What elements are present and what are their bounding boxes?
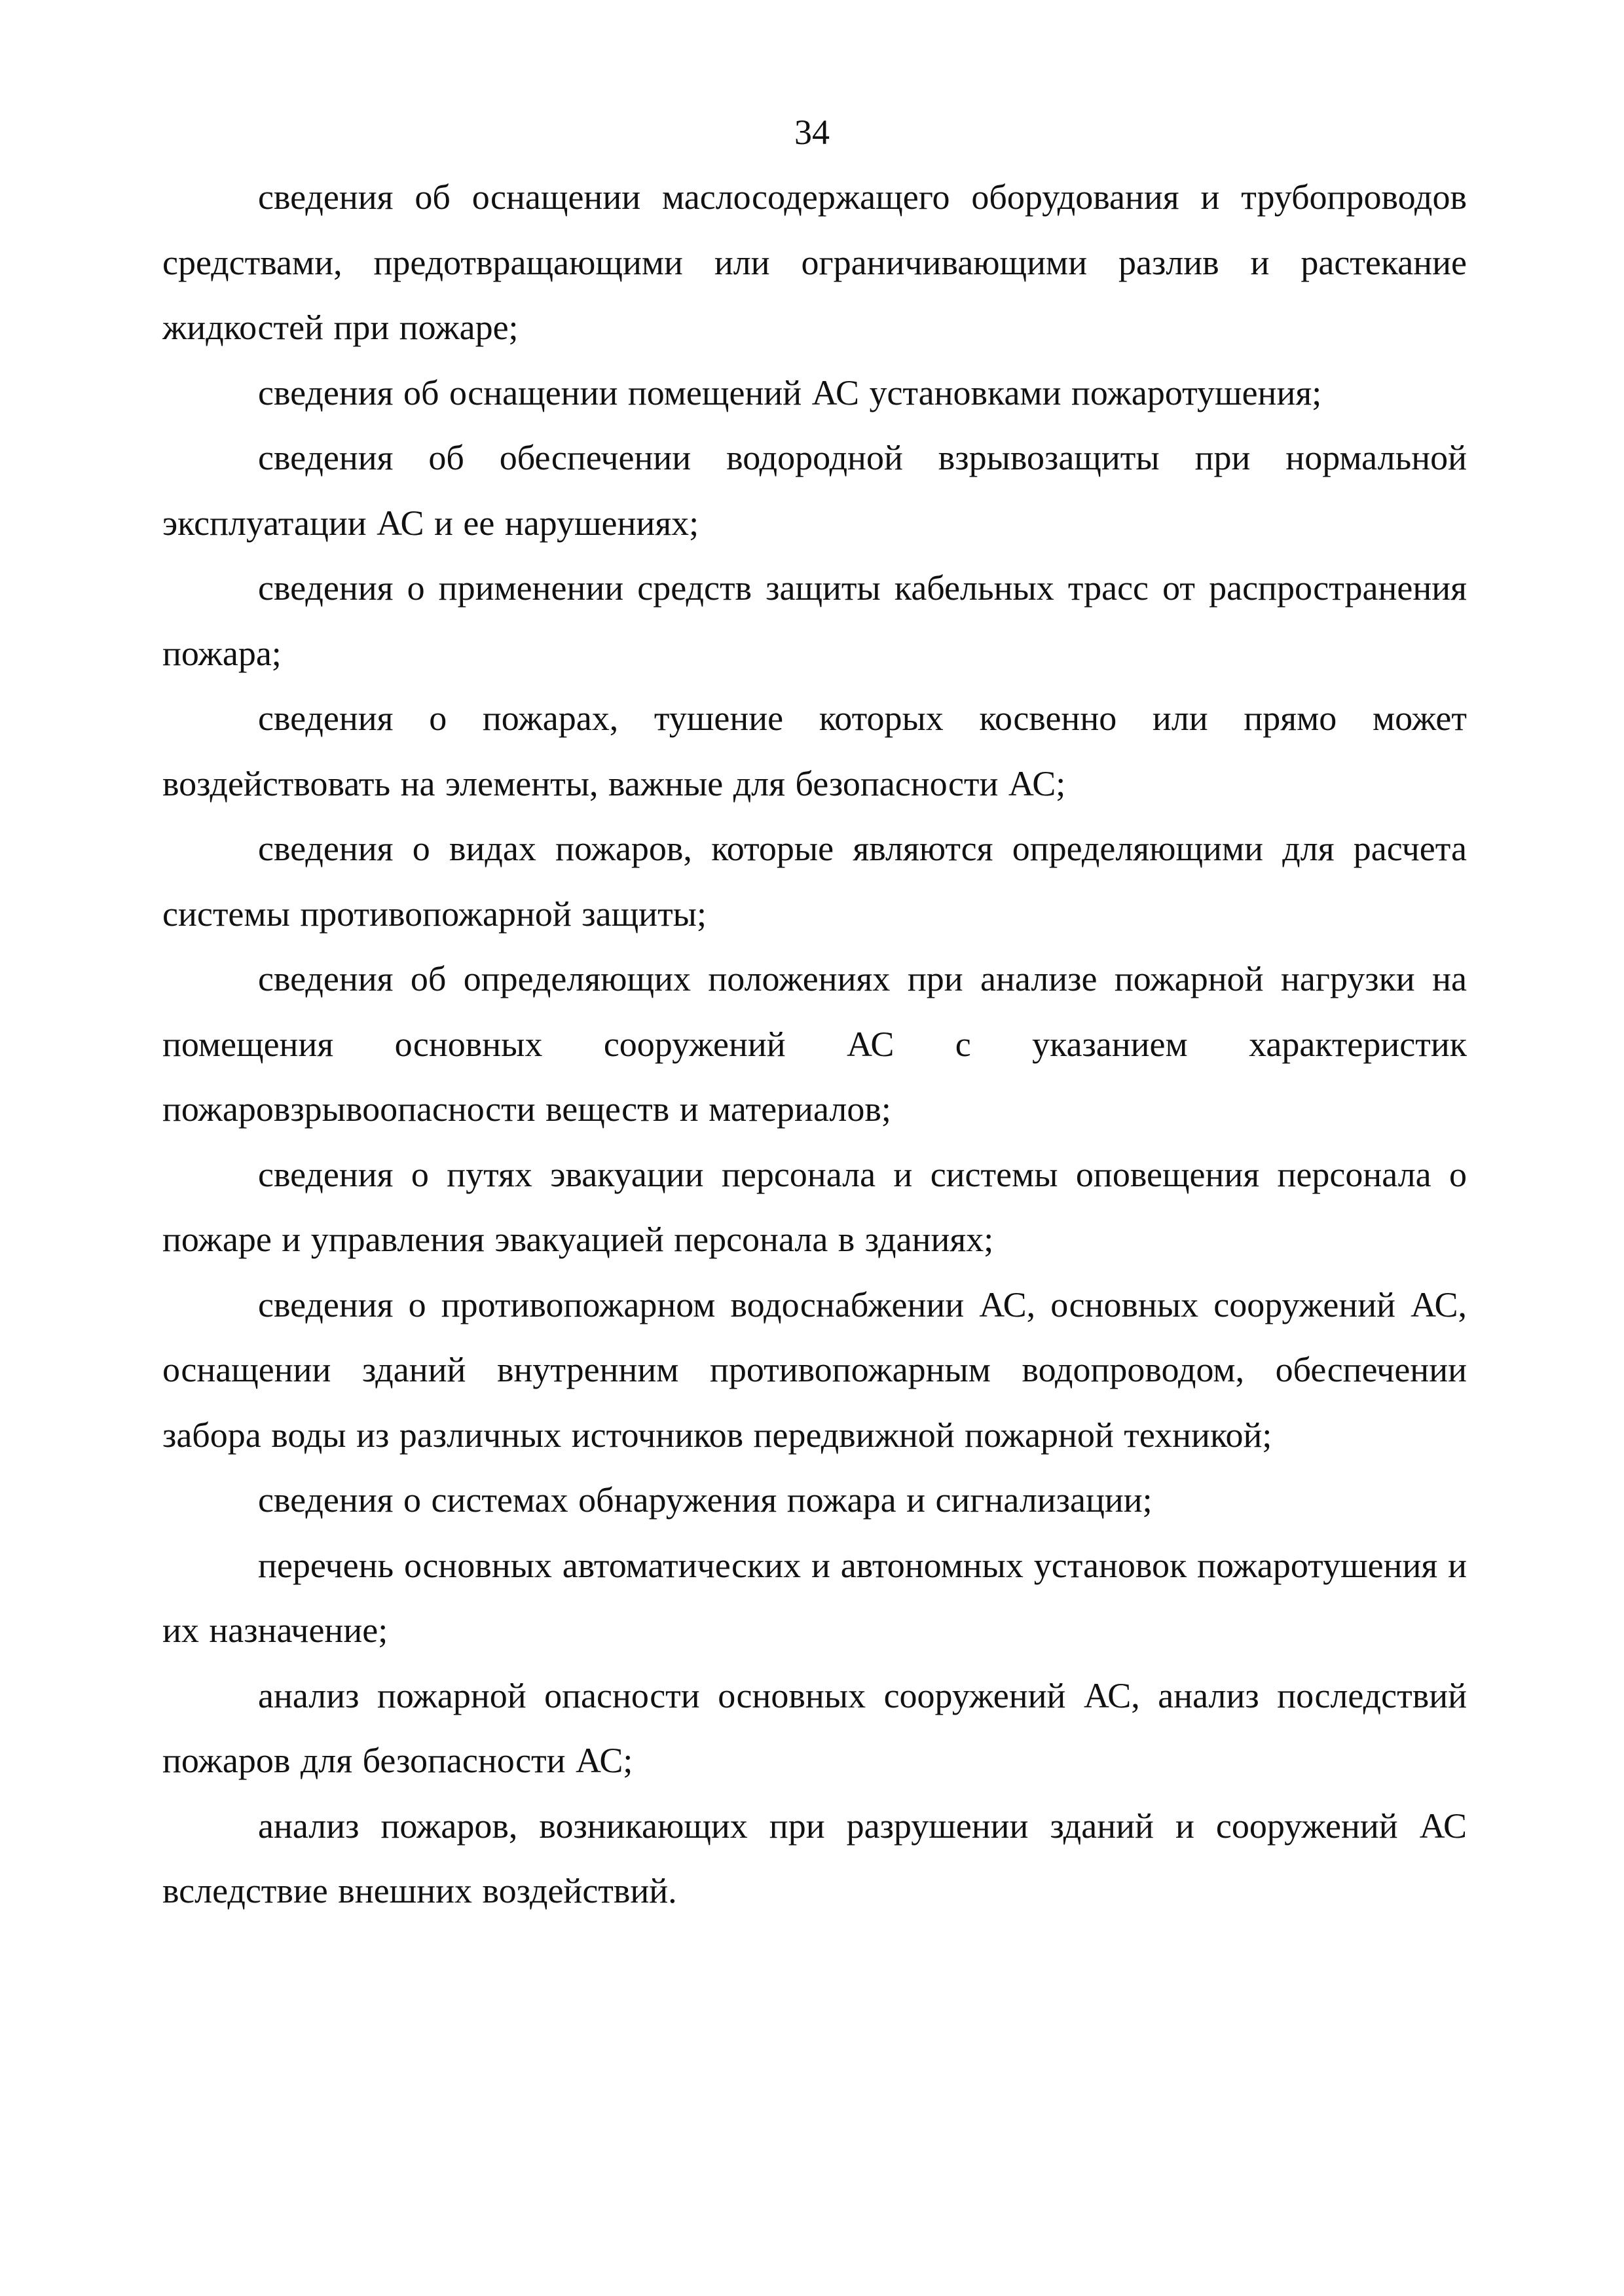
page-number: 34 [794, 113, 830, 152]
paragraph-hydrogen-protection: сведения об обеспечении водородной взрывозащиты при нормальной эксплуатации АС и ее нарушениях; [162, 438, 1467, 543]
paragraph-cable-protection: сведения о применении средств защиты кабельных трасс от распространения пожара; [162, 568, 1467, 673]
paragraph-oil-equipment: сведения об оснащении маслосодержащего оборудования и трубопроводов средствами, предотвращающими или ограничивающими разлив и растекание жидкостей при пожаре; [162, 177, 1467, 347]
paragraph-detection-systems: сведения о системах обнаружения пожара и сигнализации; [258, 1480, 1153, 1520]
paragraph-destruction-fires: анализ пожаров, возникающих при разрушении зданий и сооружений АС вследствие внешних воздействий. [162, 1806, 1467, 1910]
paragraph-extinguishing-installations: сведения об оснащении помещений АС установками пожаротушения; [258, 373, 1322, 412]
paragraph-fires-affecting-safety: сведения о пожарах, тушение которых косвенно или прямо может воздействовать на элементы, важные для безопасности АС; [162, 699, 1467, 803]
paragraph-evacuation: сведения о путях эвакуации персонала и системы оповещения персонала о пожаре и управления эвакуацией персонала в зданиях; [162, 1154, 1467, 1259]
paragraph-fire-types: сведения о видах пожаров, которые являются определяющими для расчета системы противопожарной защиты; [162, 829, 1467, 934]
paragraph-water-supply: сведения о противопожарном водоснабжении АС, основных сооружений АС, оснащении зданий внутренним противопожарным водопроводом, обеспечении забора воды из различных источников передвижной пожарной техникой; [162, 1285, 1467, 1455]
paragraph-installations-list: перечень основных автоматических и автономных установок пожаротушения и их назначение; [162, 1545, 1467, 1650]
paragraph-hazard-analysis: анализ пожарной опасности основных сооружений АС, анализ последствий пожаров для безопасности АС; [162, 1675, 1467, 1780]
document-body [162, 165, 1467, 1924]
paragraph-fire-load-analysis: сведения об определяющих положениях при анализе пожарной нагрузки на помещения основных сооружений АС с указанием характеристик пожаровзрывоопасности веществ и материалов; [162, 959, 1467, 1129]
